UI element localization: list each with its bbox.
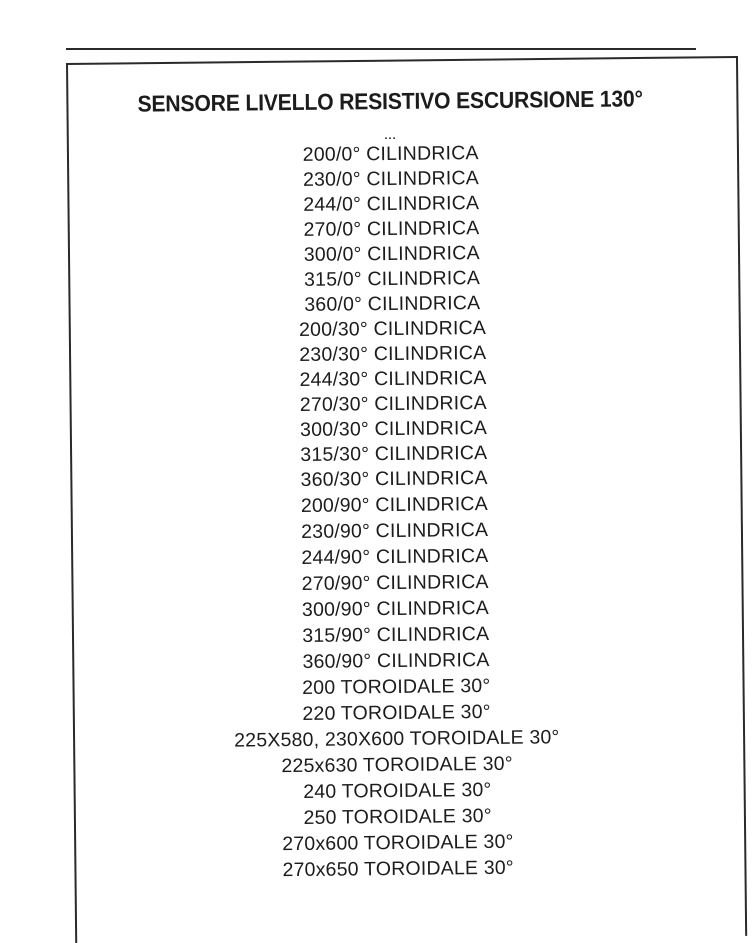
list-item: 230/90° CILINDRICA <box>301 518 489 543</box>
list-item: 300/90° CILINDRICA <box>301 596 490 621</box>
sensor-list <box>21 138 752 886</box>
list-item: 200 TOROIDALE 30° <box>302 674 491 699</box>
list-item: 220 TOROIDALE 30° <box>302 700 491 725</box>
separator-dots: ... <box>384 129 397 143</box>
document-title: SENSORE LIVELLO RESISTIVO ESCURSIONE 130° <box>137 85 643 117</box>
list-item: 250 TOROIDALE 30° <box>303 804 492 829</box>
list-item: 270/0° CILINDRICA <box>303 217 480 241</box>
list-item: 230/0° CILINDRICA <box>302 167 480 191</box>
list-item: 225X580, 230X600 TOROIDALE 30° <box>234 726 560 752</box>
document-content <box>20 82 752 886</box>
list-item: 230/30° CILINDRICA <box>299 342 487 366</box>
list-item: 270/90° CILINDRICA <box>301 570 489 595</box>
list-item: 360/90° CILINDRICA <box>302 648 490 673</box>
list-item: 244/30° CILINDRICA <box>299 367 487 391</box>
list-item: 315/90° CILINDRICA <box>302 622 490 647</box>
list-item: 200/0° CILINDRICA <box>302 142 479 166</box>
list-item: 200/90° CILINDRICA <box>300 492 488 517</box>
list-item: 270x650 TOROIDALE 30° <box>282 856 514 882</box>
list-item: 270/30° CILINDRICA <box>299 392 487 416</box>
list-item: 360/0° CILINDRICA <box>304 292 481 316</box>
list-item: 240 TOROIDALE 30° <box>303 778 492 803</box>
list-item: 244/90° CILINDRICA <box>301 544 489 569</box>
list-item: 270x600 TOROIDALE 30° <box>282 830 514 856</box>
list-item: 300/30° CILINDRICA <box>299 417 488 441</box>
top-rule <box>66 48 696 50</box>
list-item: 315/30° CILINDRICA <box>300 442 488 466</box>
list-item: 300/0° CILINDRICA <box>303 242 480 266</box>
list-item: 244/0° CILINDRICA <box>303 192 480 216</box>
list-item: 315/0° CILINDRICA <box>303 267 481 291</box>
list-item: 225x630 TOROIDALE 30° <box>281 752 513 778</box>
list-item: 200/30° CILINDRICA <box>298 317 487 341</box>
list-item: 360/30° CILINDRICA <box>300 467 488 491</box>
